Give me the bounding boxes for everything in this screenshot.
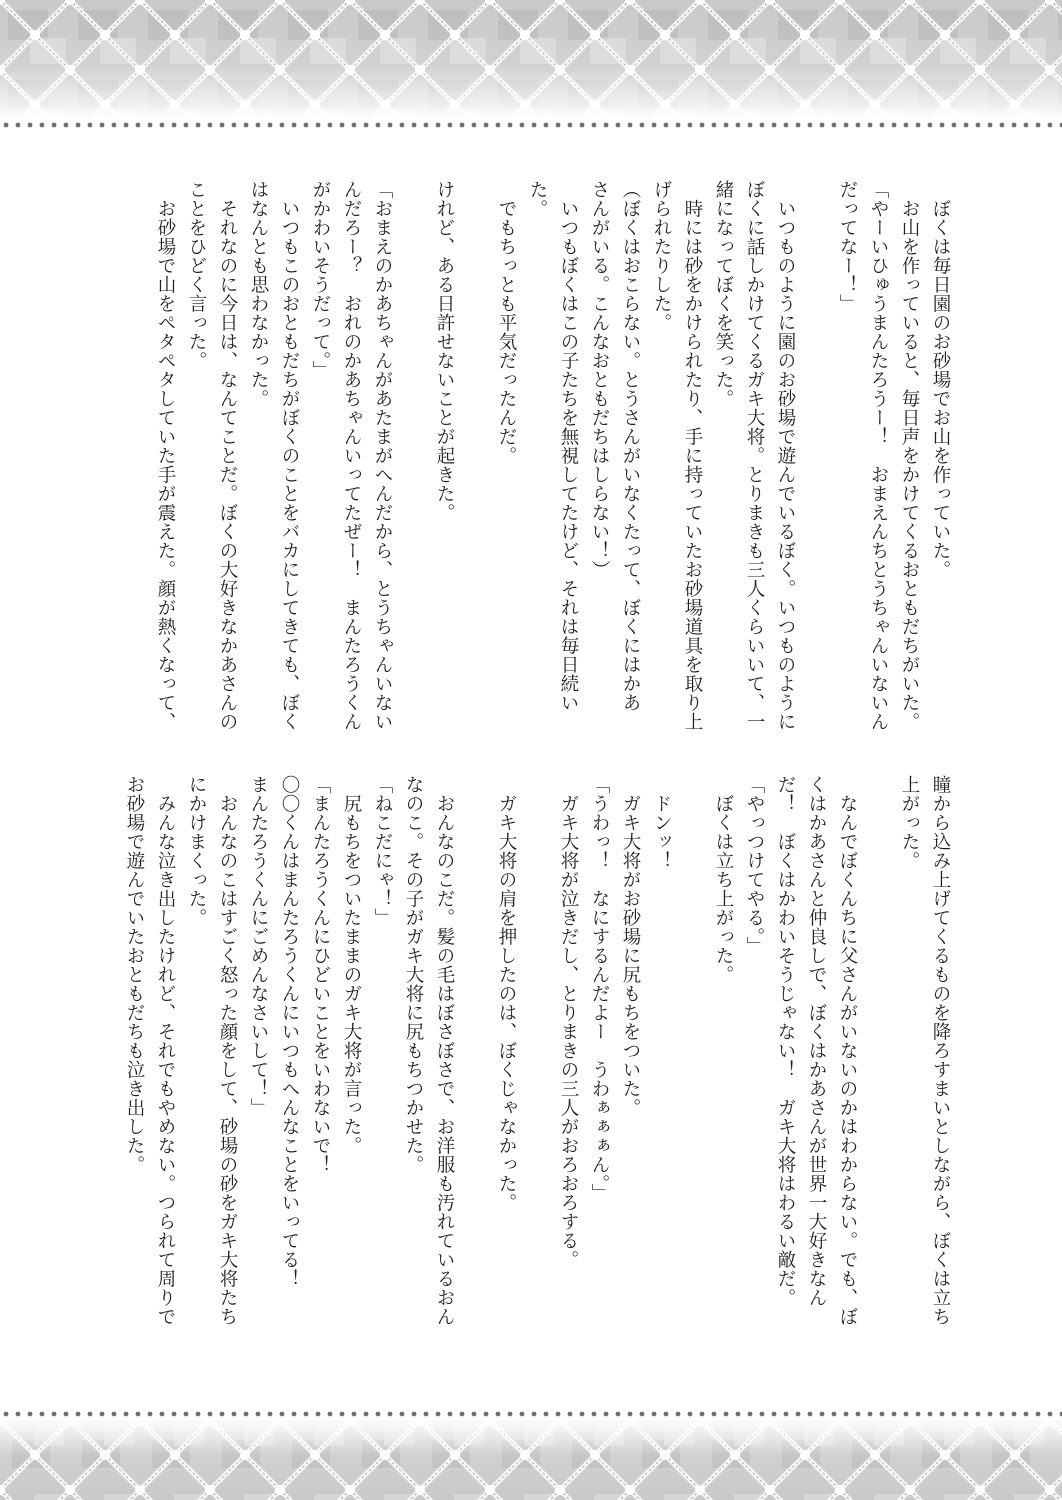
text-line: 時には砂をかけられたり、手に持っていたお砂場道具を取り上 — [682, 180, 703, 731]
text-line: くはかあさんと仲良しで、ぼくはかあさんが世界一大好きなん — [806, 775, 827, 1307]
text-line: いつもぼくはこの子たちを無視してたけど、それは毎日続い — [558, 180, 579, 712]
bottom-decorative-band — [0, 1420, 1062, 1500]
text-line: おんなのこはすごく怒った顔をして、砂場の砂をガキ大将たち — [217, 775, 238, 1326]
text-line — [863, 775, 894, 1385]
text-line: お砂場で山をペタペタしていた手が震えた。顔が熱くなって、 — [155, 180, 176, 731]
bottom-dotted-border — [0, 1410, 1062, 1418]
text-line: た。 — [527, 180, 548, 218]
text-line: 「ねこだにゃ！」 — [372, 775, 393, 927]
text-line — [677, 775, 708, 1385]
text-line: はなんとも思わなかった。 — [248, 180, 269, 408]
text-line: ガキ大将がお砂場に尻もちをついた。 — [620, 775, 641, 1117]
text-line: ぼくは毎日園のお砂場でお山を作っていた。 — [930, 180, 951, 579]
text-line: でもちっとも平気だったんだ。 — [496, 180, 517, 465]
text-line: お山を作っていると、毎日声をかけてくるおともだちがいた。 — [899, 180, 920, 731]
text-line: ガキ大将の肩を押したのは、ぼくじゃなかった。 — [496, 775, 517, 1212]
text-line: ぼくは立ち上がった。 — [713, 775, 734, 984]
text-line: だってなー！」 — [837, 180, 858, 313]
text-line — [460, 775, 491, 1385]
text-line: なんでぼくんちに父さんがいないのかはわからない。でも、ぼ — [837, 775, 858, 1326]
text-line: 上がった。 — [899, 775, 920, 870]
text-line: いつもこのおともだちがぼくのことをバカにしてきても、ぼく — [279, 180, 300, 731]
text-line: （ぼくはおこらない。とうさんがいなくたって、ぼくにはかあ — [620, 180, 641, 712]
text-line: ことをひどく言った。 — [186, 180, 207, 370]
text-line: ドンッ！ — [651, 775, 672, 870]
top-decorative-band — [0, 0, 1062, 118]
text-line: おんなのこだ。髪の毛はぼさぼさで、お洋服も汚れているおん — [434, 775, 455, 1326]
top-dotted-border — [0, 121, 1062, 129]
text-line: それなのに今日は、なんてことだ。ぼくの大好きなかあさんの — [217, 180, 238, 731]
text-line: がかわいそうだって。」 — [310, 180, 331, 380]
text-line: さんがいる。こんなおともだちはしらない！） — [589, 180, 610, 579]
text-line: 「うわっ！ なにするんだよー うわぁぁぁん。」 — [589, 775, 610, 1203]
text-line: けれど、ある日許せないことが起きた。 — [434, 180, 455, 522]
text-line: まんたろうくんにごめんなさいして！」 — [248, 775, 269, 1117]
text-line: ガキ大将が泣きだし、とりまきの三人がおろおろする。 — [558, 775, 579, 1269]
text-line — [398, 180, 429, 740]
text-line: だ！ ぼくはかわいそうじゃない！ ガキ大将はわるい敵だ。 — [775, 775, 796, 1307]
text-line — [801, 180, 832, 740]
text-line: なのこ。その子がガキ大将に尻もちつかせた。 — [403, 775, 424, 1174]
text-line: 瞳から込み上げてくるものを降ろすまいとしながら、ぼくは立ち — [930, 775, 951, 1326]
text-line: お砂場で遊んでいたおともだちも泣き出した。 — [124, 775, 145, 1174]
text-line: んだろー？ おれのかあちゃんいってたぜー！ まんたろうくん — [341, 180, 362, 731]
text-line — [522, 775, 553, 1385]
text-line: 緒になってぼくを笑った。 — [713, 180, 734, 408]
text-line: 「まんたろうくんにひどいことをいわないで！ — [310, 775, 331, 1174]
text-line: 「やーいひゅうまんたろうー！ おまえんちとうちゃんいないん — [868, 180, 889, 731]
text-line: 〇〇くんはまんたろうくんにいつもへんなことをいってる！ — [279, 775, 300, 1288]
text-line: にかけまくった。 — [186, 775, 207, 927]
text-line: 尻もちをついたままのガキ大将が言った。 — [341, 775, 362, 1155]
lower-text-column — [119, 775, 956, 1385]
bottom-lattice-pattern — [0, 1420, 1062, 1500]
text-line — [460, 180, 491, 740]
text-line: 「やっつけてやる。」 — [744, 775, 765, 956]
text-line: げられたりした。 — [651, 180, 672, 332]
upper-text-column — [150, 180, 956, 740]
top-lattice-pattern — [0, 0, 1062, 118]
text-line: 「おまえのかあちゃんがあたまがへんだから、とうちゃんいない — [372, 180, 393, 731]
text-line: ぼくに話しかけてくるガキ大将。とりまきも三人くらいいて、一 — [744, 180, 765, 731]
text-line: みんな泣き出したけれど、それでもやめない。つられて周りで — [155, 775, 176, 1326]
text-line: いつものように園のお砂場で遊んでいるぼく。いつものように — [775, 180, 796, 731]
